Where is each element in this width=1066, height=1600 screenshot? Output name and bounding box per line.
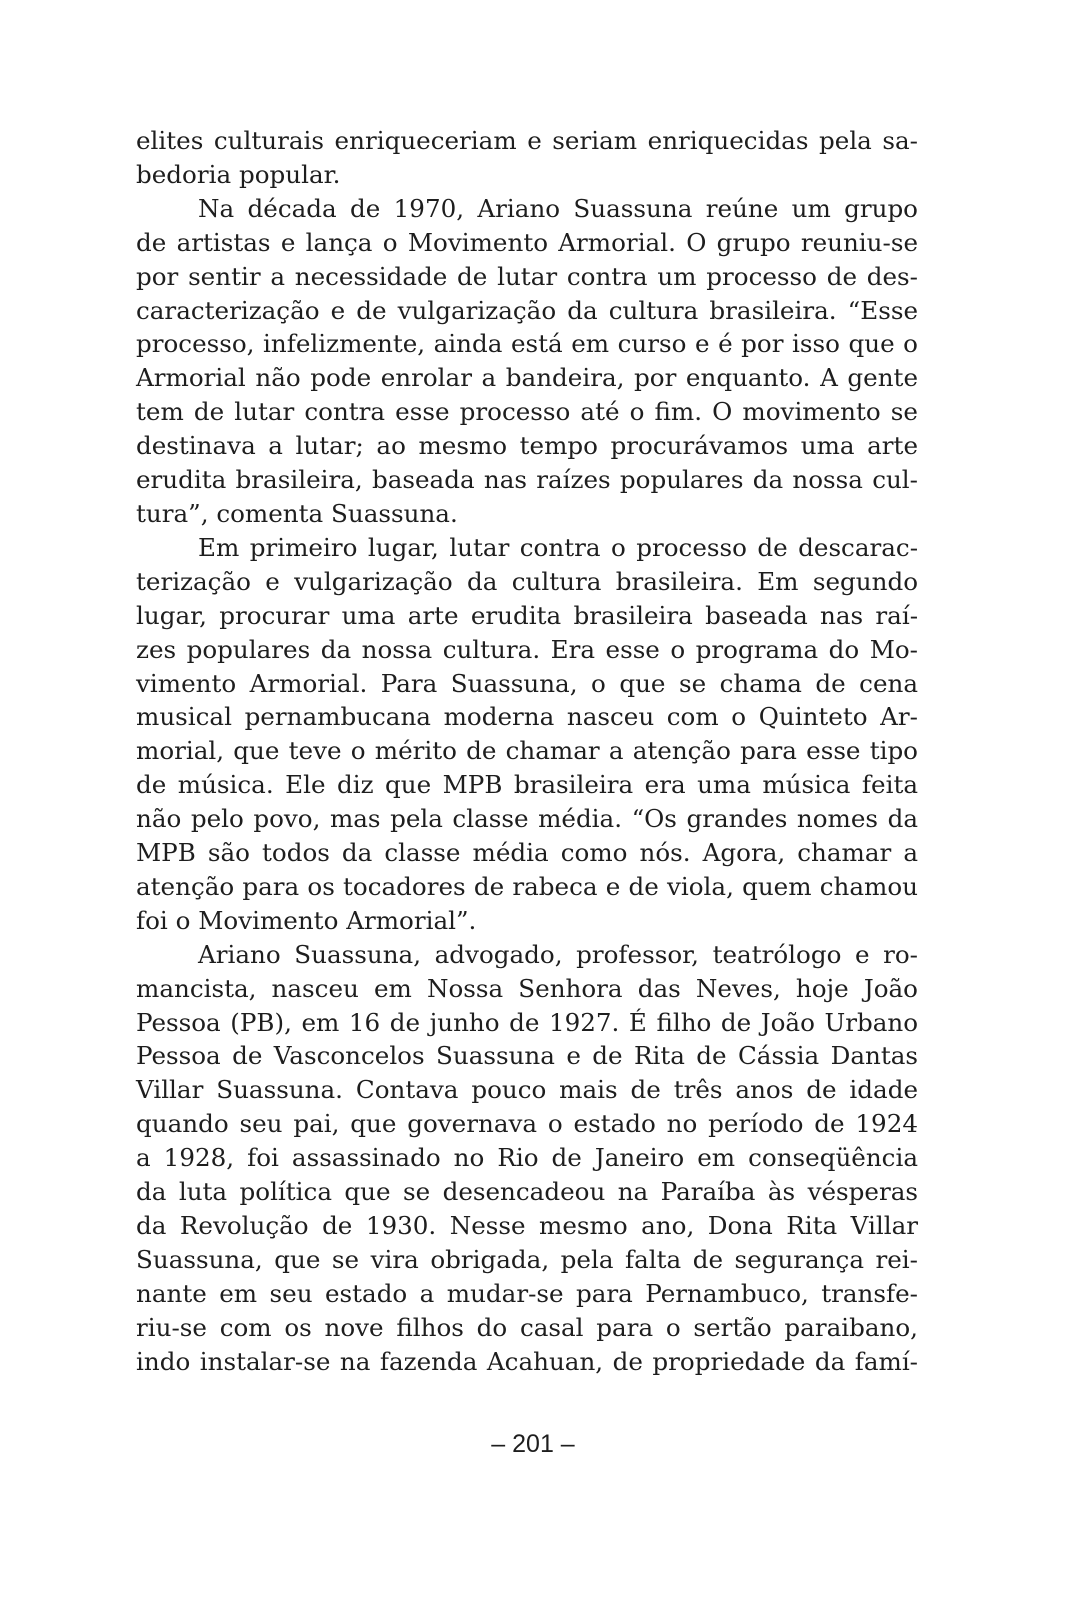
text-line: Ariano Suassuna, advogado, professor, teatrólogo e ro- bbox=[198, 939, 918, 969]
text-line: de artistas e lança o Movimento Armorial. O grupo reuniu-se bbox=[136, 227, 918, 257]
text-line: a 1928, foi assassinado no Rio de Janeiro em conseqüência bbox=[136, 1143, 918, 1173]
text-line: de música. Ele diz que MPB brasileira era uma música feita bbox=[136, 770, 918, 800]
text-line: da luta política que se desencadeou na Paraíba às vésperas bbox=[136, 1177, 918, 1207]
text-line: foi o Movimento Armorial”. bbox=[136, 905, 477, 935]
text-line: bedoria popular. bbox=[136, 159, 341, 189]
text-line: erudita brasileira, baseada nas raízes populares da nossa cul- bbox=[136, 465, 918, 495]
text-line: indo instalar-se na fazenda Acahuan, de propriedade da famí- bbox=[136, 1346, 918, 1376]
text-line: Pessoa de Vasconcelos Suassuna e de Rita de Cássia Dantas bbox=[136, 1041, 918, 1071]
body-text bbox=[136, 124, 918, 1379]
text-line: por sentir a necessidade de lutar contra um processo de des- bbox=[136, 261, 918, 291]
text-line: atenção para os tocadores de rabeca e de viola, quem chamou bbox=[136, 871, 918, 901]
text-line: não pelo povo, mas pela classe média. “Os grandes nomes da bbox=[136, 804, 918, 834]
text-line: riu-se com os nove filhos do casal para o sertão paraibano, bbox=[136, 1312, 918, 1342]
text-line: morial, que teve o mérito de chamar a atenção para esse tipo bbox=[136, 736, 918, 766]
text-line: Na década de 1970, Ariano Suassuna reúne um grupo bbox=[198, 193, 918, 223]
text-line: nante em seu estado a mudar-se para Pernambuco, transfe- bbox=[136, 1278, 918, 1308]
text-line: terização e vulgarização da cultura brasileira. Em segundo bbox=[136, 566, 918, 596]
text-line: Suassuna, que se vira obrigada, pela falta de segurança rei- bbox=[136, 1244, 918, 1274]
text-line: lugar, procurar uma arte erudita brasileira baseada nas raí- bbox=[136, 600, 918, 630]
text-line: tura”, comenta Suassuna. bbox=[136, 498, 458, 528]
text-line: Em primeiro lugar, lutar contra o processo de descarac- bbox=[198, 532, 918, 562]
text-line: Armorial não pode enrolar a bandeira, por enquanto. A gente bbox=[136, 363, 918, 393]
text-line: mancista, nasceu em Nossa Senhora das Neves, hoje João bbox=[136, 973, 918, 1003]
text-line: MPB são todos da classe média como nós. Agora, chamar a bbox=[136, 838, 918, 868]
text-line: tem de lutar contra esse processo até o fim. O movimento se bbox=[136, 397, 918, 427]
text-line: zes populares da nossa cultura. Era esse o programa do Mo- bbox=[136, 634, 918, 664]
text-line: musical pernambucana moderna nasceu com o Quinteto Ar- bbox=[136, 702, 918, 732]
text-line: destinava a lutar; ao mesmo tempo procurávamos uma arte bbox=[136, 431, 918, 461]
text-line: Pessoa (PB), em 16 de junho de 1927. É filho de João Urbano bbox=[136, 1007, 918, 1037]
text-line: elites culturais enriqueceriam e seriam enriquecidas pela sa- bbox=[136, 126, 918, 155]
text-line: processo, infelizmente, ainda está em curso e é por isso que o bbox=[136, 329, 918, 359]
text-line: vimento Armorial. Para Suassuna, o que se chama de cena bbox=[136, 668, 918, 698]
text-line: Villar Suassuna. Contava pouco mais de três anos de idade bbox=[136, 1075, 918, 1105]
text-line: quando seu pai, que governava o estado no período de 1924 bbox=[136, 1109, 918, 1139]
text-line: da Revolução de 1930. Nesse mesmo ano, Dona Rita Villar bbox=[136, 1211, 918, 1240]
page-number: – 201 – bbox=[491, 1430, 575, 1458]
text-line: caracterização e de vulgarização da cultura brasileira. “Esse bbox=[136, 295, 918, 325]
